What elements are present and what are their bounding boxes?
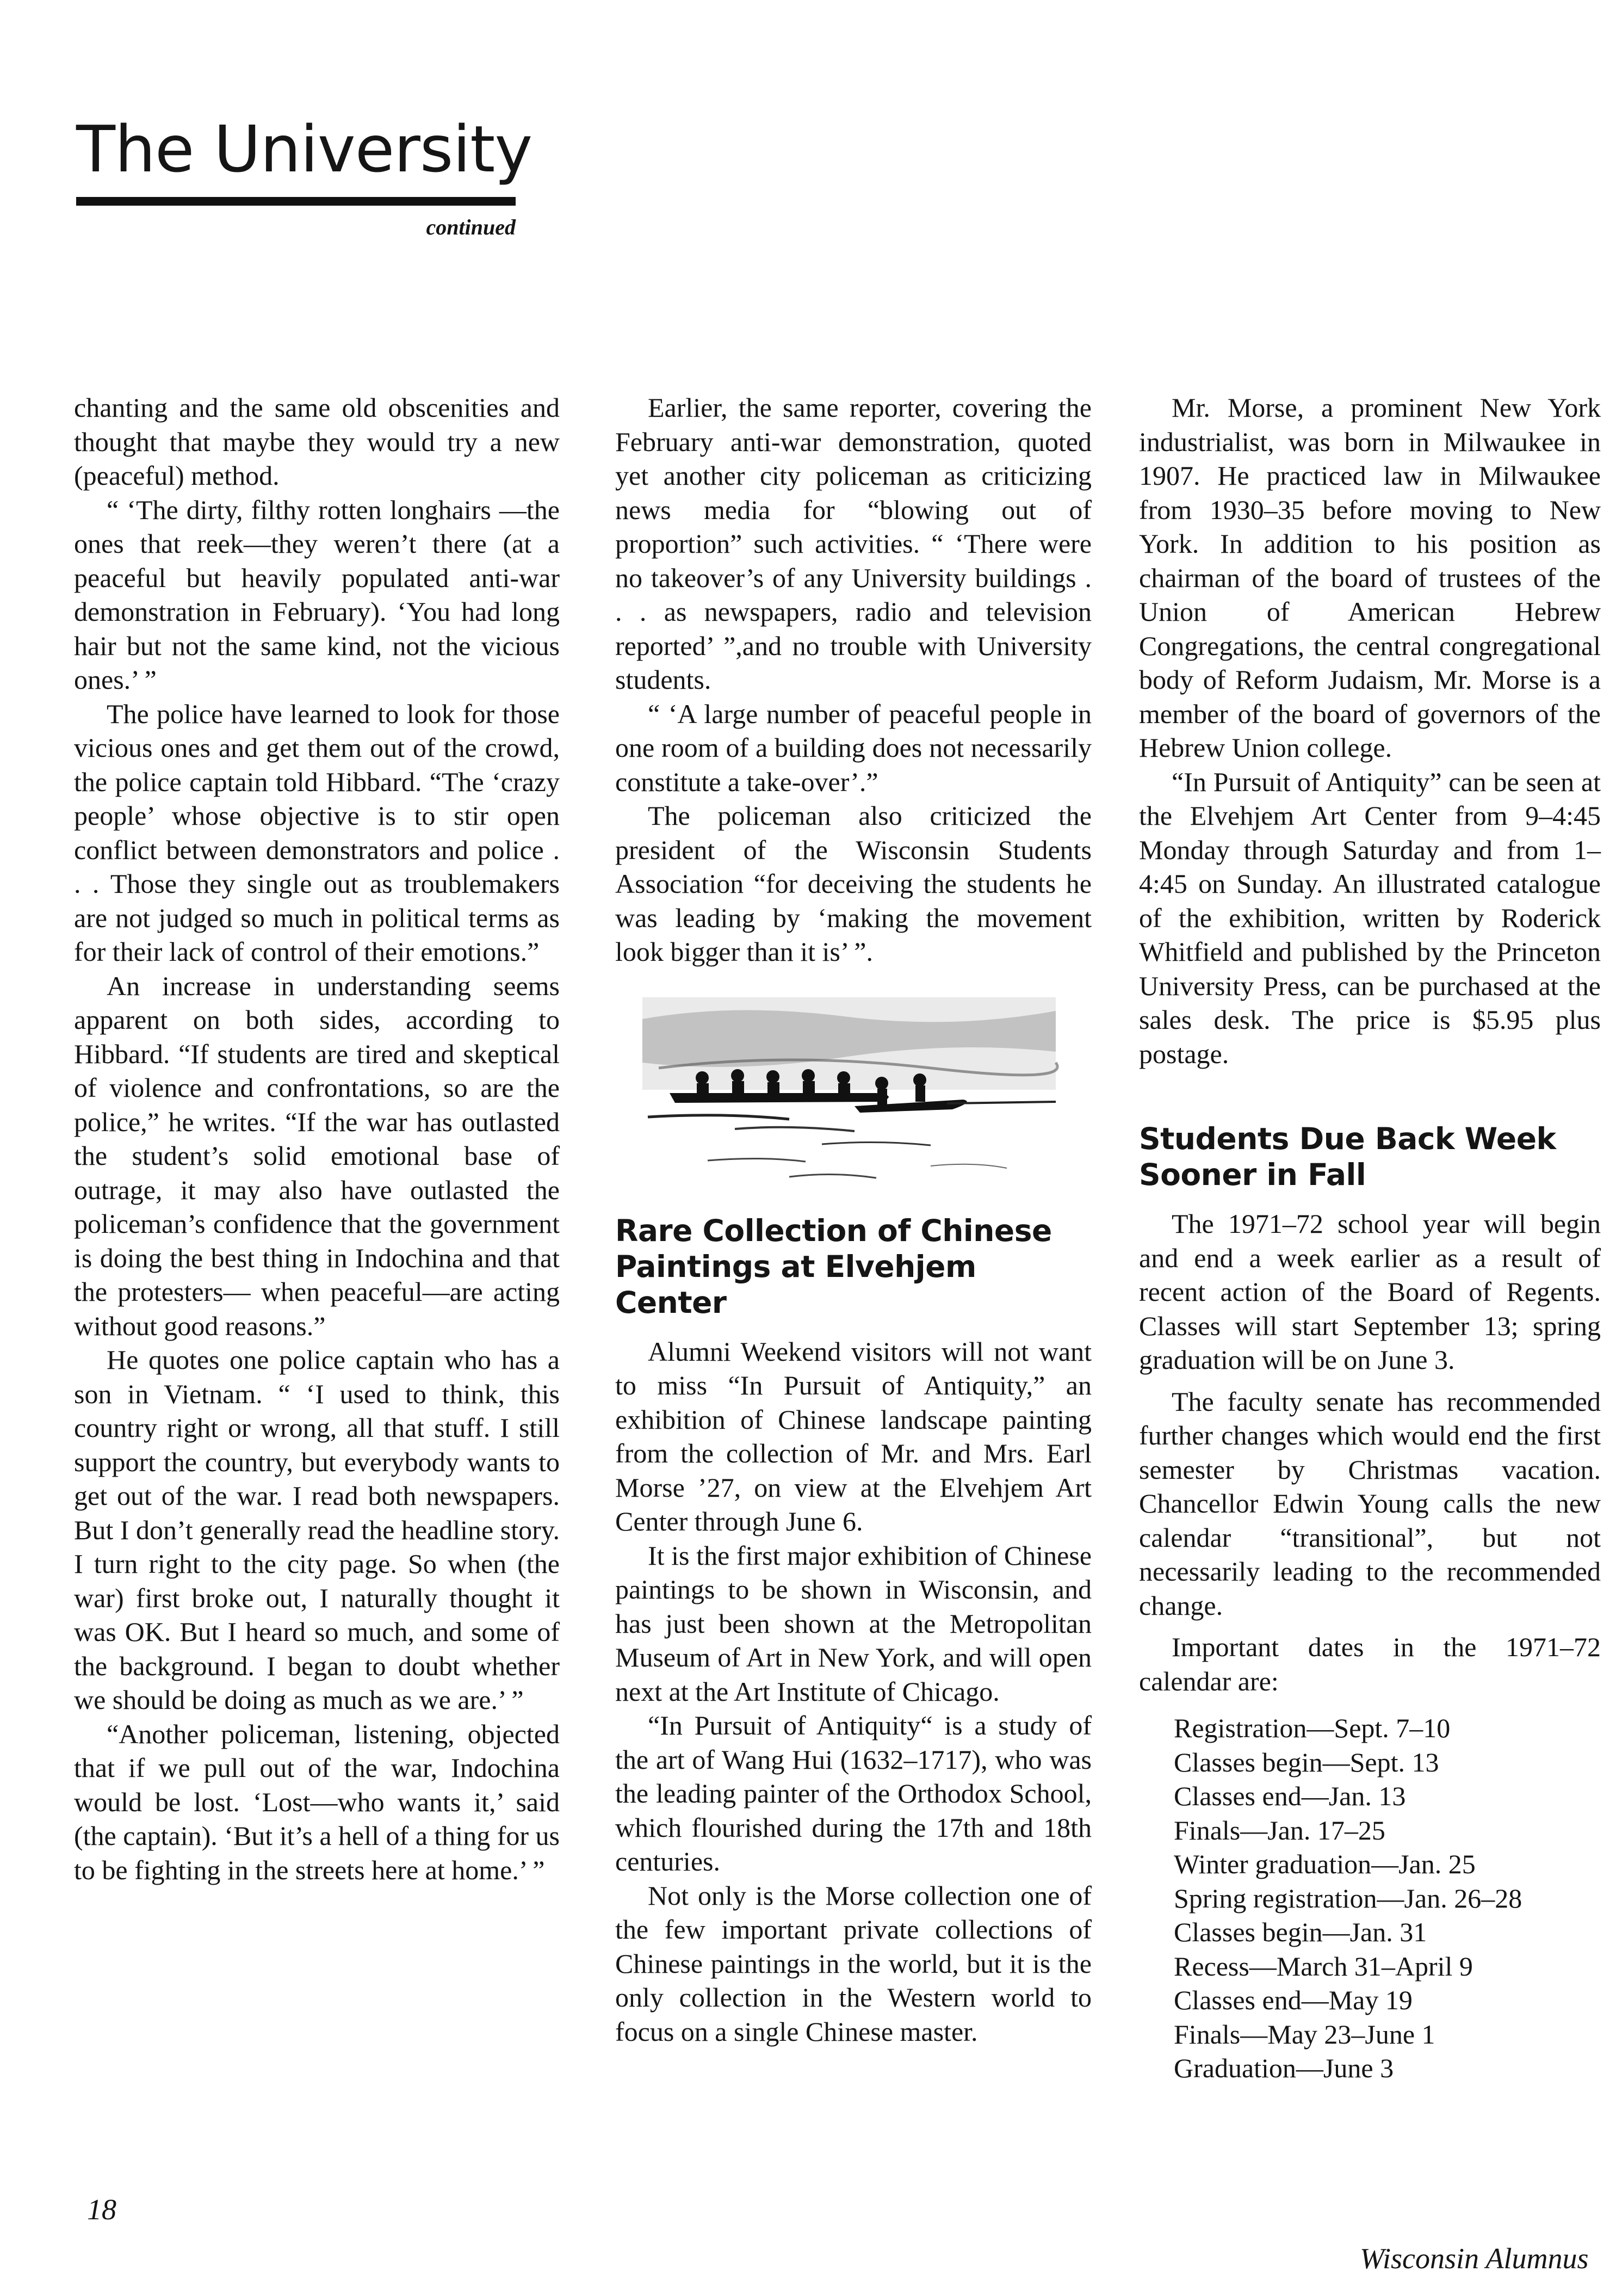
publication-name: Wisconsin Alumnus	[1360, 2242, 1589, 2275]
list-item: Graduation—June 3	[1174, 2053, 1394, 2083]
paragraph: Not only is the Morse collection one of the few important private collections of Chinese paintings in the world, but it is the only collection in the Western world to focus on a single Chinese master.	[615, 1880, 1092, 2047]
list-item: Winter graduation—Jan. 25	[1174, 1849, 1476, 1879]
paragraph: The police have learned to look for those vicious ones and get them out of the crowd, the police captain told Hibbard. “The ‘crazy people’ whose objective is to stir open conflict between demonstrators and police . . . Those they single out as troublemakers are not judged so much in political terms as for their lack of control of their emotions.”	[74, 698, 560, 967]
list-item: Recess—March 31–April 9	[1174, 1951, 1473, 1982]
paragraph: Alumni Weekend visitors will not want to miss “In Pursuit of Antiquity,” an exhibition of Chinese landscape painting from the collection of Mr. and Mrs. Earl Morse ’27, on view at the Elvehjem Art Center through June 6.	[615, 1336, 1092, 1536]
title-rule	[76, 197, 516, 206]
paragraph: “In Pursuit of Antiquity“ is a study of the art of Wang Hui (1632–1717), who was the leading painter of the Orthodox School, which flourished during the 17th and 18th centuries.	[615, 1710, 1092, 1877]
page-number: 18	[87, 2193, 116, 2226]
column-2	[615, 391, 1092, 2048]
paragraph: Important dates in the 1971–72 calendar are:	[1139, 1632, 1601, 1696]
list-item: Spring registration—Jan. 26–28	[1174, 1883, 1522, 1914]
paragraph: Earlier, the same reporter, covering the February anti-war demonstration, quoted yet another city policeman as criticizing news media for “blowing out of proportion” such activities. “ ‘There were no takeover’s of any University buildings . . . as newspapers, radio and television reported’ ”,and no trouble with University students.	[615, 392, 1092, 695]
paragraph: The 1971–72 school year will begin and end a week earlier as a result of recent action of the Board of Regents. Classes will start September 13; spring graduation will be on June 3.	[1139, 1208, 1601, 1375]
paragraph: “ ‘The dirty, filthy rotten longhairs —the ones that reek—they weren’t there (at a peaceful but heavily populated anti-war demonstration in February). ‘You had long hair but not the same kind, not the vicious ones.’ ”	[74, 494, 560, 695]
paragraph: It is the first major exhibition of Chinese paintings to be shown in Wisconsin, and has just been shown at the Metropolitan Museum of Art in New York, and will open next at the Art Institute of Chicago.	[615, 1540, 1092, 1707]
calendar-dates-list	[1174, 1711, 1601, 2085]
paragraph: The policeman also criticized the president of the Wisconsin Students Association “for deceiving the students he was leading by ‘making the movement look bigger than it is’ ”.	[615, 800, 1092, 967]
article-heading: Rare Collection of Chinese Paintings at Elvehjem Center	[615, 1213, 1052, 1320]
paragraph: An increase in understanding seems apparent on both sides, according to Hibbard. “If students are tired and skeptical of violence and confrontations, so are the police,” he writes. “If the war has outlasted the student’s solid emotional base of outrage, it may also have outlasted the policeman’s confidence that the government is doing the best thing in Indochina and that the protesters— when peaceful—are acting without good reasons.”	[74, 970, 560, 1341]
paragraph: chanting and the same old obscenities and thought that maybe they would try a new (peaceful) method.	[74, 392, 560, 491]
continued-label: continued	[426, 215, 516, 239]
list-item: Classes begin—Jan. 31	[1174, 1917, 1427, 1947]
list-item: Classes end—Jan. 13	[1174, 1781, 1406, 1811]
list-item: Registration—Sept. 7–10	[1174, 1713, 1451, 1743]
list-item: Classes begin—Sept. 13	[1174, 1746, 1439, 1777]
list-item: Finals—Jan. 17–25	[1174, 1814, 1385, 1846]
list-item: Finals—May 23–June 1	[1174, 2019, 1435, 2050]
list-item: Classes end—May 19	[1174, 1985, 1413, 2015]
column-1	[74, 391, 560, 1887]
column-3	[1139, 391, 1601, 2085]
paragraph: “Another policeman, listening, objected that if we pull out of the war, Indochina would be lost. ‘Lost—who wants it,’ said (the captain). ‘But it’s a hell of a thing for us to be fighting in the streets here at home.’ ”	[74, 1718, 560, 1885]
article-heading: Students Due Back Week Sooner in Fall	[1139, 1121, 1556, 1192]
paragraph: The faculty senate has recommended further changes which would end the first semester by Christmas vacation. Chancellor Edwin Young calls the new calendar “transitional”, but not necessarily leading to the recommended change.	[1139, 1386, 1601, 1621]
paragraph: “In Pursuit of Antiquity” can be seen at the Elvehjem Art Center from 9–4:45 Monday through Saturday and from 1–4:45 on Sunday. An illustrated catalogue of the exhibition, written by Roderick Whitfield and published by the Princeton University Press, can be purchased at the sales desk. The price is $5.95 plus postage.	[1139, 766, 1601, 1069]
rowing-sketch-illustration	[626, 986, 1072, 1193]
page-title: The University	[76, 112, 533, 187]
paragraph: “ ‘A large number of peaceful people in one room of a building does not necessarily constitute a take-over’.”	[615, 698, 1092, 797]
paragraph: He quotes one police captain who has a son in Vietnam. “ ‘I used to think, this country right or wrong, all that stuff. I still support the country, but everybody wants to get out of the war. I read both newspapers. But I don’t generally read the headline story. I turn right to the city page. So when (the war) first broke out, I naturally thought it was OK. But I heard so much, and some of the background. I began to doubt whether we should be doing as much as we are.’ ”	[74, 1344, 560, 1715]
paragraph: Mr. Morse, a prominent New York industrialist, was born in Milwaukee in 1907. He practiced law in Milwaukee from 1930–35 before moving to New York. In addition to his position as chairman of the board of trustees of the Union of American Hebrew Congregations, the central congregational body of Reform Judaism, Mr. Morse is a member of the board of governors of the Hebrew Union college.	[1139, 392, 1601, 763]
